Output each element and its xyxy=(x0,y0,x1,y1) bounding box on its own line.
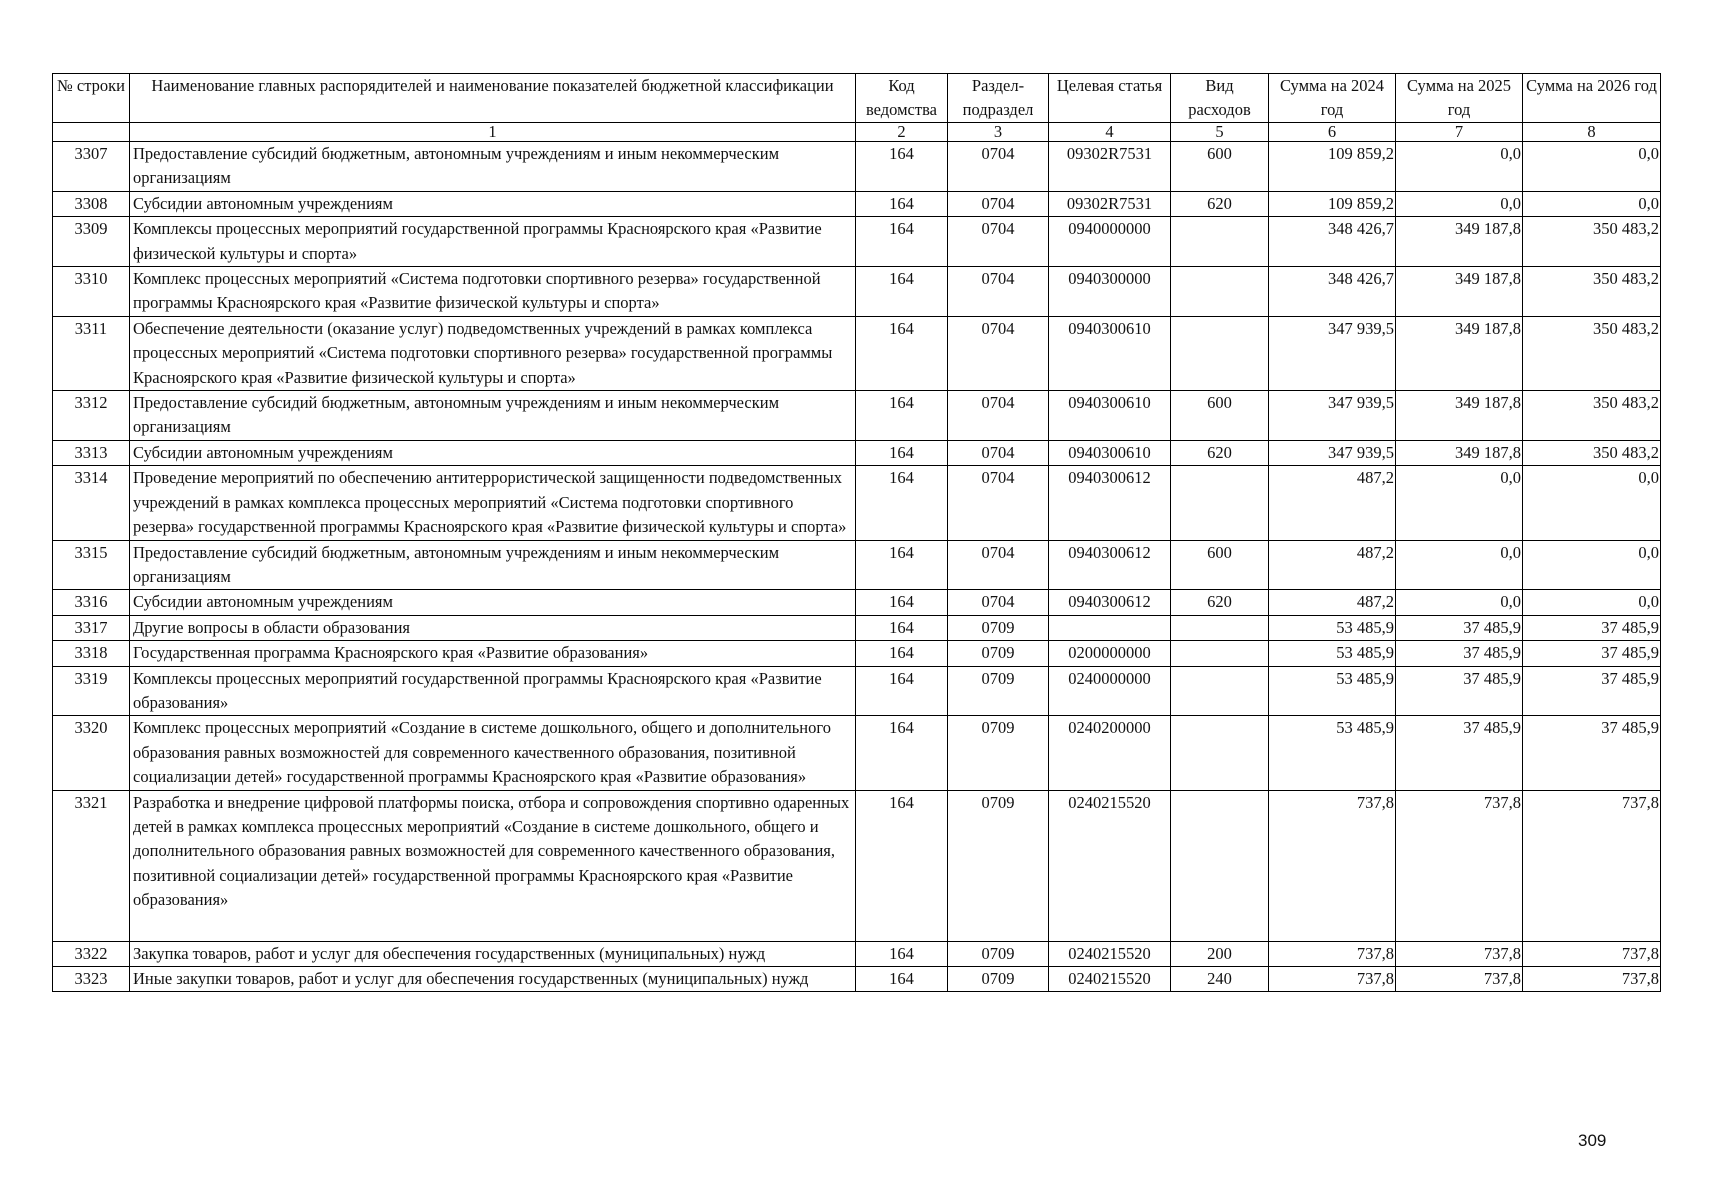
expense-type-cell: 240 xyxy=(1171,967,1269,992)
razdel-cell: 0704 xyxy=(948,217,1049,267)
name-cell: Комплексы процессных мероприятий государственной программы Красноярского края «Развитие образования» xyxy=(130,666,856,716)
row-number-cell: 3318 xyxy=(53,641,130,666)
ved-code-cell: 164 xyxy=(856,142,948,192)
table-row xyxy=(53,641,1661,666)
row-number-cell: 3314 xyxy=(53,466,130,540)
ved-code-cell: 164 xyxy=(856,790,948,941)
expense-type-cell xyxy=(1171,641,1269,666)
sum-2025-cell: 349 187,8 xyxy=(1396,316,1523,390)
column-number: 6 xyxy=(1269,123,1396,142)
name-cell: Предоставление субсидий бюджетным, автономным учреждениям и иным некоммерческим организациям xyxy=(130,142,856,192)
razdel-cell: 0704 xyxy=(948,191,1049,216)
column-number: 1 xyxy=(130,123,856,142)
column-number xyxy=(53,123,130,142)
ved-code-cell: 164 xyxy=(856,641,948,666)
target-article-cell: 0940300610 xyxy=(1049,391,1171,441)
row-number-cell: 3321 xyxy=(53,790,130,941)
sum-2024-cell: 109 859,2 xyxy=(1269,191,1396,216)
ved-code-cell: 164 xyxy=(856,716,948,790)
sum-2025-cell: 0,0 xyxy=(1396,142,1523,192)
expense-type-cell xyxy=(1171,716,1269,790)
column-number-row xyxy=(53,123,1661,142)
table-row xyxy=(53,615,1661,640)
name-cell: Комплекс процессных мероприятий «Система подготовки спортивного резерва» государственной программы Красноярского края «Развитие физической культуры и спорта» xyxy=(130,267,856,317)
sum-2024-cell: 53 485,9 xyxy=(1269,641,1396,666)
razdel-cell: 0704 xyxy=(948,466,1049,540)
expense-type-cell xyxy=(1171,666,1269,716)
column-number: 2 xyxy=(856,123,948,142)
sum-2025-cell: 737,8 xyxy=(1396,967,1523,992)
ved-code-cell: 164 xyxy=(856,666,948,716)
name-cell: Предоставление субсидий бюджетным, автономным учреждениям и иным некоммерческим организациям xyxy=(130,391,856,441)
col-header-ved: Код ведомства xyxy=(856,74,948,123)
sum-2026-cell: 350 483,2 xyxy=(1523,316,1661,390)
razdel-cell: 0709 xyxy=(948,641,1049,666)
target-article-cell: 0200000000 xyxy=(1049,641,1171,666)
sum-2025-cell: 0,0 xyxy=(1396,466,1523,540)
expense-type-cell: 600 xyxy=(1171,391,1269,441)
name-cell: Субсидии автономным учреждениям xyxy=(130,191,856,216)
sum-2024-cell: 487,2 xyxy=(1269,466,1396,540)
sum-2026-cell: 0,0 xyxy=(1523,466,1661,540)
name-cell: Закупка товаров, работ и услуг для обеспечения государственных (муниципальных) нужд xyxy=(130,941,856,966)
table-row xyxy=(53,466,1661,540)
razdel-cell: 0704 xyxy=(948,590,1049,615)
target-article-cell: 0940300610 xyxy=(1049,316,1171,390)
col-header-row-no: № строки xyxy=(53,74,130,123)
row-number-cell: 3320 xyxy=(53,716,130,790)
table-row xyxy=(53,217,1661,267)
ved-code-cell: 164 xyxy=(856,540,948,590)
table-body xyxy=(53,142,1661,992)
target-article-cell: 0940300000 xyxy=(1049,267,1171,317)
sum-2025-cell: 37 485,9 xyxy=(1396,716,1523,790)
ved-code-cell: 164 xyxy=(856,267,948,317)
ved-code-cell: 164 xyxy=(856,967,948,992)
expense-type-cell xyxy=(1171,267,1269,317)
razdel-cell: 0709 xyxy=(948,716,1049,790)
row-number-cell: 3312 xyxy=(53,391,130,441)
row-number-cell: 3311 xyxy=(53,316,130,390)
table-row xyxy=(53,142,1661,192)
row-number-cell: 3313 xyxy=(53,440,130,465)
razdel-cell: 0709 xyxy=(948,666,1049,716)
ved-code-cell: 164 xyxy=(856,391,948,441)
page-number: 309 xyxy=(1578,1131,1607,1150)
sum-2024-cell: 487,2 xyxy=(1269,540,1396,590)
table-row xyxy=(53,540,1661,590)
sum-2026-cell: 350 483,2 xyxy=(1523,217,1661,267)
name-cell: Субсидии автономным учреждениям xyxy=(130,590,856,615)
row-number-cell: 3316 xyxy=(53,590,130,615)
name-cell: Субсидии автономным учреждениям xyxy=(130,440,856,465)
name-cell: Предоставление субсидий бюджетным, автономным учреждениям и иным некоммерческим организациям xyxy=(130,540,856,590)
ved-code-cell: 164 xyxy=(856,590,948,615)
sum-2026-cell: 737,8 xyxy=(1523,790,1661,941)
razdel-cell: 0704 xyxy=(948,440,1049,465)
name-cell: Обеспечение деятельности (оказание услуг) подведомственных учреждений в рамках комплекса процессных мероприятий «Система подготовки спортивного резерва» государственной программы Красноярского края «Развитие физической культуры и спорта» xyxy=(130,316,856,390)
row-number-cell: 3308 xyxy=(53,191,130,216)
sum-2024-cell: 347 939,5 xyxy=(1269,316,1396,390)
sum-2024-cell: 737,8 xyxy=(1269,967,1396,992)
sum-2025-cell: 0,0 xyxy=(1396,191,1523,216)
header-row xyxy=(53,74,1661,123)
table-row xyxy=(53,590,1661,615)
sum-2026-cell: 0,0 xyxy=(1523,540,1661,590)
sum-2026-cell: 37 485,9 xyxy=(1523,641,1661,666)
sum-2025-cell: 737,8 xyxy=(1396,941,1523,966)
table-row xyxy=(53,440,1661,465)
table-row xyxy=(53,790,1661,941)
razdel-cell: 0709 xyxy=(948,790,1049,941)
name-cell: Разработка и внедрение цифровой платформы поиска, отбора и сопровождения спортивно одаренных детей в рамках комплекса процессных мероприятий «Создание в системе дошкольного, общего и дополнительного образования равных возможностей для современного качественного образования, позитивной социализации детей» государственной программы Красноярского края «Развитие образования» xyxy=(130,790,856,941)
sum-2025-cell: 349 187,8 xyxy=(1396,391,1523,441)
name-cell: Комплексы процессных мероприятий государственной программы Красноярского края «Развитие физической культуры и спорта» xyxy=(130,217,856,267)
row-number-cell: 3319 xyxy=(53,666,130,716)
column-number: 4 xyxy=(1049,123,1171,142)
row-number-cell: 3323 xyxy=(53,967,130,992)
razdel-cell: 0704 xyxy=(948,267,1049,317)
sum-2025-cell: 37 485,9 xyxy=(1396,666,1523,716)
razdel-cell: 0704 xyxy=(948,540,1049,590)
sum-2024-cell: 53 485,9 xyxy=(1269,615,1396,640)
sum-2024-cell: 53 485,9 xyxy=(1269,666,1396,716)
ved-code-cell: 164 xyxy=(856,316,948,390)
table-row xyxy=(53,391,1661,441)
name-cell: Проведение мероприятий по обеспечению антитеррористической защищенности подведомственных учреждений в рамках комплекса процессных мероприятий «Система подготовки спортивного резерва» государственной программы Красноярского края «Развитие физической культуры и спорта» xyxy=(130,466,856,540)
column-number: 7 xyxy=(1396,123,1523,142)
table-row xyxy=(53,941,1661,966)
sum-2026-cell: 737,8 xyxy=(1523,967,1661,992)
razdel-cell: 0704 xyxy=(948,391,1049,441)
target-article-cell: 09302R7531 xyxy=(1049,191,1171,216)
sum-2026-cell: 0,0 xyxy=(1523,191,1661,216)
target-article-cell: 0240215520 xyxy=(1049,790,1171,941)
razdel-cell: 0709 xyxy=(948,615,1049,640)
expense-type-cell: 200 xyxy=(1171,941,1269,966)
sum-2025-cell: 37 485,9 xyxy=(1396,615,1523,640)
sum-2025-cell: 0,0 xyxy=(1396,540,1523,590)
row-number-cell: 3322 xyxy=(53,941,130,966)
budget-table xyxy=(52,73,1661,992)
razdel-cell: 0704 xyxy=(948,316,1049,390)
name-cell: Государственная программа Красноярского края «Развитие образования» xyxy=(130,641,856,666)
col-header-razdel: Раздел-подраздел xyxy=(948,74,1049,123)
target-article-cell: 0240215520 xyxy=(1049,941,1171,966)
table-row xyxy=(53,316,1661,390)
target-article-cell: 0240200000 xyxy=(1049,716,1171,790)
sum-2026-cell: 0,0 xyxy=(1523,142,1661,192)
razdel-cell: 0704 xyxy=(948,142,1049,192)
sum-2026-cell: 37 485,9 xyxy=(1523,615,1661,640)
sum-2024-cell: 348 426,7 xyxy=(1269,217,1396,267)
table-row xyxy=(53,716,1661,790)
expense-type-cell xyxy=(1171,615,1269,640)
expense-type-cell: 620 xyxy=(1171,590,1269,615)
sum-2026-cell: 350 483,2 xyxy=(1523,440,1661,465)
sum-2026-cell: 350 483,2 xyxy=(1523,267,1661,317)
name-cell: Другие вопросы в области образования xyxy=(130,615,856,640)
row-number-cell: 3309 xyxy=(53,217,130,267)
column-number: 5 xyxy=(1171,123,1269,142)
sum-2025-cell: 737,8 xyxy=(1396,790,1523,941)
sum-2026-cell: 37 485,9 xyxy=(1523,716,1661,790)
target-article-cell: 0240215520 xyxy=(1049,967,1171,992)
column-number: 3 xyxy=(948,123,1049,142)
sum-2025-cell: 37 485,9 xyxy=(1396,641,1523,666)
col-header-sum-2025: Сумма на 2025 год xyxy=(1396,74,1523,123)
sum-2025-cell: 0,0 xyxy=(1396,590,1523,615)
sum-2026-cell: 737,8 xyxy=(1523,941,1661,966)
row-number-cell: 3310 xyxy=(53,267,130,317)
expense-type-cell xyxy=(1171,217,1269,267)
target-article-cell: 0940300612 xyxy=(1049,590,1171,615)
name-cell: Комплекс процессных мероприятий «Создание в системе дошкольного, общего и дополнительного образования равных возможностей для современного качественного образования, позитивной социализации детей» государственной программы Красноярского края «Развитие образования» xyxy=(130,716,856,790)
sum-2024-cell: 737,8 xyxy=(1269,941,1396,966)
row-number-cell: 3317 xyxy=(53,615,130,640)
col-header-vid: Вид расходов xyxy=(1171,74,1269,123)
target-article-cell xyxy=(1049,615,1171,640)
ved-code-cell: 164 xyxy=(856,191,948,216)
col-header-name: Наименование главных распорядителей и наименование показателей бюджетной классификации xyxy=(130,74,856,123)
target-article-cell: 09302R7531 xyxy=(1049,142,1171,192)
column-number: 8 xyxy=(1523,123,1661,142)
sum-2025-cell: 349 187,8 xyxy=(1396,267,1523,317)
target-article-cell: 0940300612 xyxy=(1049,466,1171,540)
sum-2025-cell: 349 187,8 xyxy=(1396,217,1523,267)
target-article-cell: 0940300610 xyxy=(1049,440,1171,465)
sum-2026-cell: 0,0 xyxy=(1523,590,1661,615)
sum-2024-cell: 737,8 xyxy=(1269,790,1396,941)
row-number-cell: 3307 xyxy=(53,142,130,192)
sum-2024-cell: 53 485,9 xyxy=(1269,716,1396,790)
sum-2025-cell: 349 187,8 xyxy=(1396,440,1523,465)
ved-code-cell: 164 xyxy=(856,466,948,540)
col-header-sum-2026: Сумма на 2026 год xyxy=(1523,74,1661,123)
razdel-cell: 0709 xyxy=(948,967,1049,992)
expense-type-cell xyxy=(1171,316,1269,390)
expense-type-cell: 620 xyxy=(1171,191,1269,216)
sum-2024-cell: 487,2 xyxy=(1269,590,1396,615)
name-cell: Иные закупки товаров, работ и услуг для обеспечения государственных (муниципальных) нужд xyxy=(130,967,856,992)
target-article-cell: 0940000000 xyxy=(1049,217,1171,267)
expense-type-cell xyxy=(1171,790,1269,941)
col-header-sum-2024: Сумма на 2024 год xyxy=(1269,74,1396,123)
table-row xyxy=(53,666,1661,716)
expense-type-cell: 600 xyxy=(1171,540,1269,590)
table-row xyxy=(53,191,1661,216)
ved-code-cell: 164 xyxy=(856,440,948,465)
ved-code-cell: 164 xyxy=(856,217,948,267)
target-article-cell: 0940300612 xyxy=(1049,540,1171,590)
expense-type-cell xyxy=(1171,466,1269,540)
razdel-cell: 0709 xyxy=(948,941,1049,966)
sum-2024-cell: 347 939,5 xyxy=(1269,391,1396,441)
ved-code-cell: 164 xyxy=(856,941,948,966)
sum-2024-cell: 109 859,2 xyxy=(1269,142,1396,192)
expense-type-cell: 600 xyxy=(1171,142,1269,192)
sum-2024-cell: 347 939,5 xyxy=(1269,440,1396,465)
col-header-target: Целевая статья xyxy=(1049,74,1171,123)
row-number-cell: 3315 xyxy=(53,540,130,590)
table-row xyxy=(53,267,1661,317)
expense-type-cell: 620 xyxy=(1171,440,1269,465)
sum-2026-cell: 37 485,9 xyxy=(1523,666,1661,716)
ved-code-cell: 164 xyxy=(856,615,948,640)
sum-2024-cell: 348 426,7 xyxy=(1269,267,1396,317)
target-article-cell: 0240000000 xyxy=(1049,666,1171,716)
table-row xyxy=(53,967,1661,992)
sum-2026-cell: 350 483,2 xyxy=(1523,391,1661,441)
